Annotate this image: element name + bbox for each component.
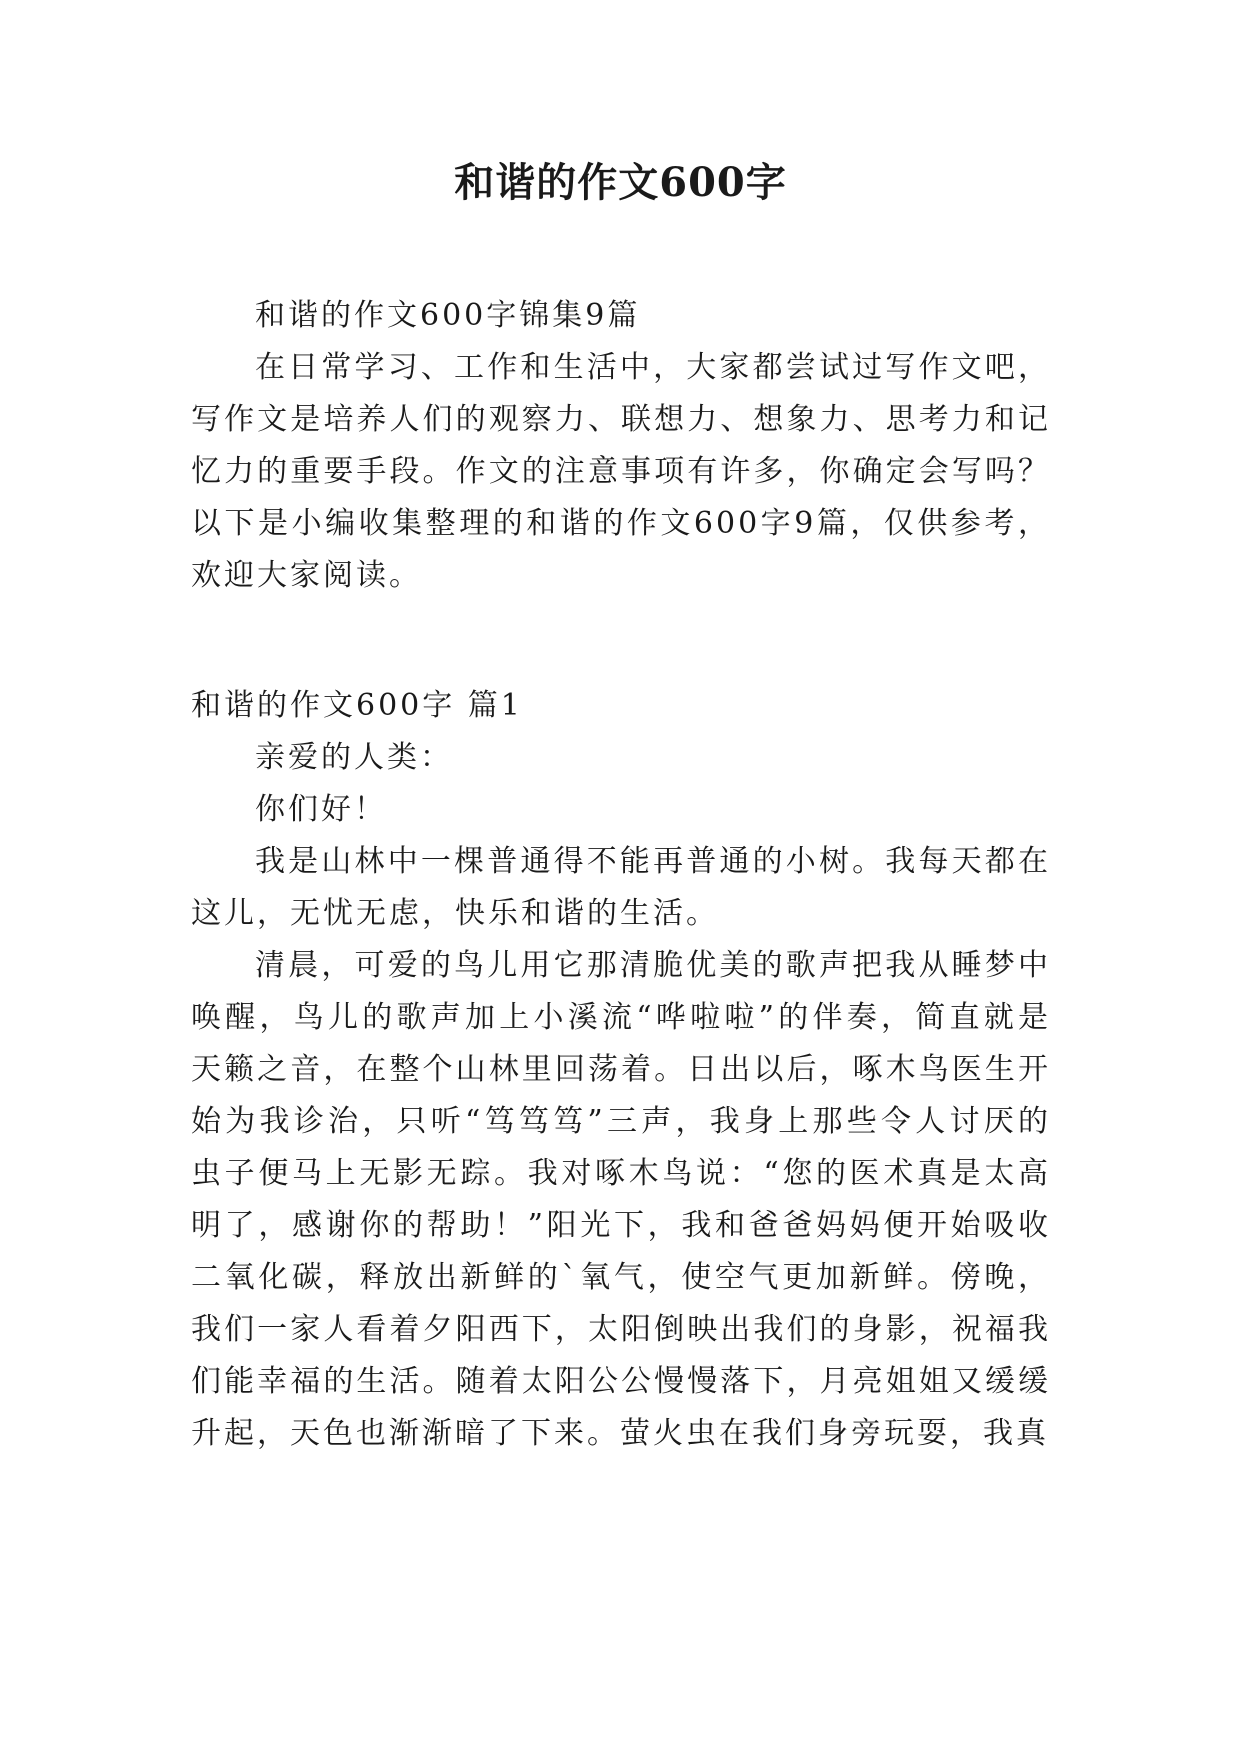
letter-greeting: 你们好！ — [255, 792, 387, 827]
document-title: 和谐的作文600字 — [454, 159, 787, 206]
document-body — [191, 290, 1051, 1460]
intro-paragraph: 在日常学习、工作和生活中，大家都尝试过写作文吧，写作文是培养人们的观察力、联想力、想象力、思考力和记忆力的重要手段。作文的注意事项有许多，你确定会写吗？以下是小编收集整理的和谐的作文600字9篇，仅供参考，欢迎大家阅读。 — [191, 350, 1051, 593]
section-title: 和谐的作文600字 篇1 — [191, 688, 523, 723]
intro-subtitle: 和谐的作文600字锦集9篇 — [255, 298, 641, 333]
body-paragraph: 清晨，可爱的鸟儿用它那清脆优美的歌声把我从睡梦中唤醒，鸟儿的歌声加上小溪流“哗啦啦”的伴奏，简直就是天籁之音，在整个山林里回荡着。日出以后，啄木鸟医生开始为我诊治，只听“笃笃笃”三声，我身上那些令人讨厌的虫子便马上无影无踪。我对啄木鸟说：“您的医术真是太高明了，感谢你的帮助！”阳光下，我和爸爸妈妈便开始吸收二氧化碳，释放出新鲜的`氧气，使空气更加新鲜。傍晚，我们一家人看着夕阳西下，太阳倒映出我们的身影，祝福我们能幸福的生活。随着太阳公公慢慢落下，月亮姐姐又缓缓升起，天色也渐渐暗了下来。萤火虫在我们身旁玩耍，我真 — [191, 948, 1051, 1451]
body-paragraph: 我是山林中一棵普通得不能再普通的小树。我每天都在这儿，无忧无虑，快乐和谐的生活。 — [191, 844, 1051, 931]
letter-salutation: 亲爱的人类： — [255, 740, 453, 775]
